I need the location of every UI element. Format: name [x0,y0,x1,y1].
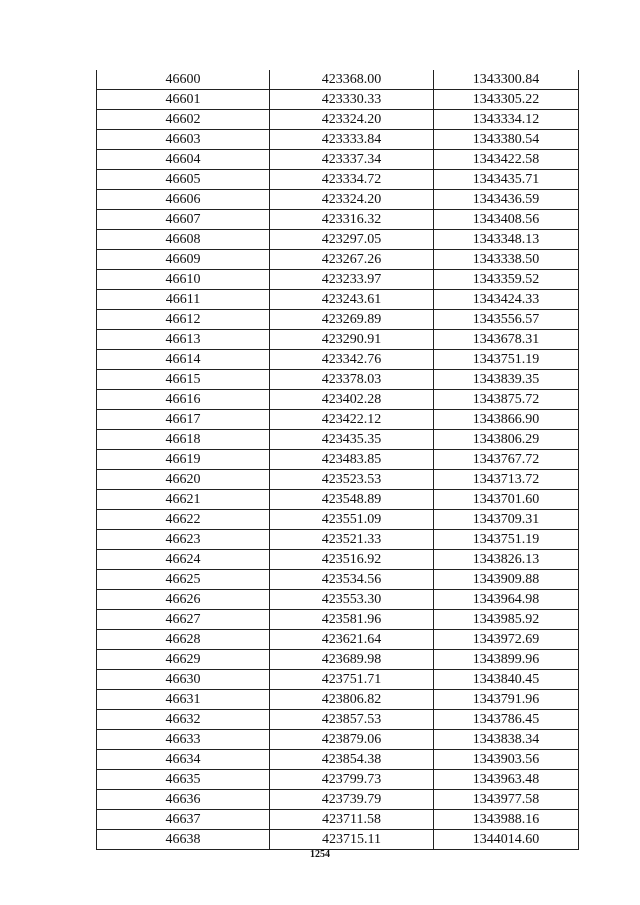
x-coordinate-cell: 423324.20 [270,110,434,130]
point-id-cell: 46621 [97,490,270,510]
point-id-cell: 46622 [97,510,270,530]
point-id-cell: 46635 [97,770,270,790]
x-coordinate-cell: 423879.06 [270,730,434,750]
x-coordinate-cell: 423521.33 [270,530,434,550]
x-coordinate-cell: 423523.53 [270,470,434,490]
point-id-cell: 46615 [97,370,270,390]
y-coordinate-cell: 1343713.72 [434,470,579,490]
y-coordinate-cell: 1343964.98 [434,590,579,610]
y-coordinate-cell: 1343334.12 [434,110,579,130]
table-row [97,490,579,510]
x-coordinate-cell: 423553.30 [270,590,434,610]
point-id-cell: 46631 [97,690,270,710]
y-coordinate-cell: 1343338.50 [434,250,579,270]
point-id-cell: 46605 [97,170,270,190]
y-coordinate-cell: 1343751.19 [434,350,579,370]
point-id-cell: 46600 [97,70,270,90]
table-row [97,110,579,130]
table-row [97,710,579,730]
x-coordinate-cell: 423316.32 [270,210,434,230]
point-id-cell: 46625 [97,570,270,590]
y-coordinate-cell: 1343701.60 [434,490,579,510]
table-row [97,730,579,750]
point-id-cell: 46612 [97,310,270,330]
x-coordinate-cell: 423806.82 [270,690,434,710]
x-coordinate-cell: 423715.11 [270,830,434,850]
x-coordinate-cell: 423243.61 [270,290,434,310]
table-row [97,430,579,450]
table-row [97,830,579,850]
y-coordinate-cell: 1343422.58 [434,150,579,170]
point-id-cell: 46610 [97,270,270,290]
point-id-cell: 46627 [97,610,270,630]
y-coordinate-cell: 1343791.96 [434,690,579,710]
point-id-cell: 46630 [97,670,270,690]
table-row [97,650,579,670]
table-row [97,330,579,350]
point-id-cell: 46629 [97,650,270,670]
x-coordinate-cell: 423621.64 [270,630,434,650]
x-coordinate-cell: 423857.53 [270,710,434,730]
x-coordinate-cell: 423551.09 [270,510,434,530]
point-id-cell: 46623 [97,530,270,550]
y-coordinate-cell: 1343556.57 [434,310,579,330]
point-id-cell: 46632 [97,710,270,730]
table-row [97,270,579,290]
point-id-cell: 46614 [97,350,270,370]
x-coordinate-cell: 423689.98 [270,650,434,670]
point-id-cell: 46636 [97,790,270,810]
point-id-cell: 46603 [97,130,270,150]
point-id-cell: 46608 [97,230,270,250]
y-coordinate-cell: 1343875.72 [434,390,579,410]
y-coordinate-cell: 1343305.22 [434,90,579,110]
x-coordinate-cell: 423581.96 [270,610,434,630]
y-coordinate-cell: 1343424.33 [434,290,579,310]
y-coordinate-cell: 1343359.52 [434,270,579,290]
point-id-cell: 46637 [97,810,270,830]
x-coordinate-cell: 423368.00 [270,70,434,90]
table-row [97,690,579,710]
y-coordinate-cell: 1343977.58 [434,790,579,810]
point-id-cell: 46624 [97,550,270,570]
y-coordinate-cell: 1343436.59 [434,190,579,210]
y-coordinate-cell: 1343786.45 [434,710,579,730]
y-coordinate-cell: 1343972.69 [434,630,579,650]
table-row [97,470,579,490]
y-coordinate-cell: 1343435.71 [434,170,579,190]
table-row [97,510,579,530]
x-coordinate-cell: 423330.33 [270,90,434,110]
x-coordinate-cell: 423739.79 [270,790,434,810]
point-id-cell: 46617 [97,410,270,430]
table-row [97,530,579,550]
y-coordinate-cell: 1343806.29 [434,430,579,450]
x-coordinate-cell: 423290.91 [270,330,434,350]
y-coordinate-cell: 1343767.72 [434,450,579,470]
x-coordinate-cell: 423402.28 [270,390,434,410]
y-coordinate-cell: 1343988.16 [434,810,579,830]
point-id-cell: 46604 [97,150,270,170]
table-row [97,90,579,110]
point-id-cell: 46607 [97,210,270,230]
y-coordinate-cell: 1343838.34 [434,730,579,750]
table-row [97,450,579,470]
y-coordinate-cell: 1343985.92 [434,610,579,630]
y-coordinate-cell: 1343963.48 [434,770,579,790]
x-coordinate-cell: 423267.26 [270,250,434,270]
x-coordinate-cell: 423751.71 [270,670,434,690]
x-coordinate-cell: 423334.72 [270,170,434,190]
y-coordinate-cell: 1343840.45 [434,670,579,690]
table-row [97,130,579,150]
point-id-cell: 46602 [97,110,270,130]
table-row [97,210,579,230]
table-row [97,670,579,690]
table-row [97,150,579,170]
y-coordinate-cell: 1343408.56 [434,210,579,230]
page-number: 1254 [310,849,330,860]
y-coordinate-cell: 1343709.31 [434,510,579,530]
x-coordinate-cell: 423333.84 [270,130,434,150]
table-row [97,750,579,770]
x-coordinate-cell: 423297.05 [270,230,434,250]
y-coordinate-cell: 1343300.84 [434,70,579,90]
point-id-cell: 46613 [97,330,270,350]
point-id-cell: 46633 [97,730,270,750]
x-coordinate-cell: 423324.20 [270,190,434,210]
table-row [97,790,579,810]
y-coordinate-cell: 1343909.88 [434,570,579,590]
y-coordinate-cell: 1343903.56 [434,750,579,770]
point-id-cell: 46611 [97,290,270,310]
point-id-cell: 46628 [97,630,270,650]
point-id-cell: 46619 [97,450,270,470]
table-row [97,170,579,190]
point-id-cell: 46620 [97,470,270,490]
point-id-cell: 46618 [97,430,270,450]
x-coordinate-cell: 423342.76 [270,350,434,370]
x-coordinate-cell: 423233.97 [270,270,434,290]
y-coordinate-cell: 1344014.60 [434,830,579,850]
x-coordinate-cell: 423548.89 [270,490,434,510]
x-coordinate-cell: 423337.34 [270,150,434,170]
table-row [97,610,579,630]
table-row [97,390,579,410]
point-id-cell: 46606 [97,190,270,210]
point-id-cell: 46634 [97,750,270,770]
y-coordinate-cell: 1343678.31 [434,330,579,350]
table-row [97,350,579,370]
table-row [97,70,579,90]
table-row [97,590,579,610]
coordinate-table-body [97,70,579,850]
y-coordinate-cell: 1343348.13 [434,230,579,250]
y-coordinate-cell: 1343751.19 [434,530,579,550]
table-row [97,770,579,790]
table-row [97,250,579,270]
point-id-cell: 46601 [97,90,270,110]
table-row [97,810,579,830]
x-coordinate-cell: 423799.73 [270,770,434,790]
table-row [97,550,579,570]
coordinate-table [96,70,579,850]
y-coordinate-cell: 1343866.90 [434,410,579,430]
point-id-cell: 46638 [97,830,270,850]
point-id-cell: 46609 [97,250,270,270]
x-coordinate-cell: 423516.92 [270,550,434,570]
y-coordinate-cell: 1343380.54 [434,130,579,150]
x-coordinate-cell: 423711.58 [270,810,434,830]
table-row [97,190,579,210]
table-row [97,310,579,330]
table-row [97,570,579,590]
x-coordinate-cell: 423269.89 [270,310,434,330]
table-row [97,410,579,430]
x-coordinate-cell: 423534.56 [270,570,434,590]
y-coordinate-cell: 1343839.35 [434,370,579,390]
point-id-cell: 46616 [97,390,270,410]
x-coordinate-cell: 423378.03 [270,370,434,390]
table-row [97,230,579,250]
x-coordinate-cell: 423483.85 [270,450,434,470]
y-coordinate-cell: 1343826.13 [434,550,579,570]
y-coordinate-cell: 1343899.96 [434,650,579,670]
x-coordinate-cell: 423435.35 [270,430,434,450]
table-row [97,290,579,310]
table-row [97,630,579,650]
point-id-cell: 46626 [97,590,270,610]
table-row [97,370,579,390]
x-coordinate-cell: 423422.12 [270,410,434,430]
x-coordinate-cell: 423854.38 [270,750,434,770]
